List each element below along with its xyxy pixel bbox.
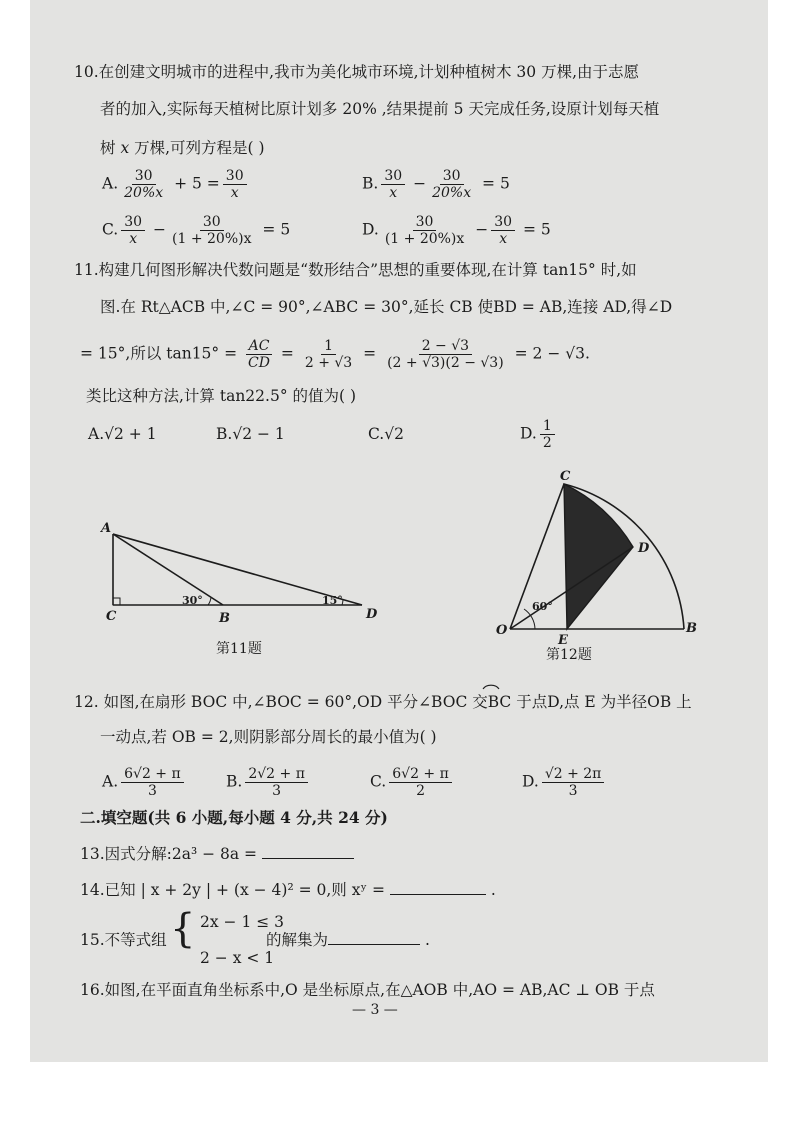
figure-12-sector — [460, 466, 710, 646]
q14-answer-blank[interactable] — [390, 894, 486, 895]
right-angle-mark — [113, 598, 120, 605]
angle-15-label: 15° — [322, 594, 343, 607]
q11-option-b[interactable]: B.√2 − 1 — [216, 425, 285, 443]
q10-line2: 者的加入,实际每天植树比原计划多 20% ,结果提前 5 天完成任务,设原计划每天植 — [100, 100, 660, 118]
arc-mark-bc — [480, 680, 502, 690]
point-c-label: C — [106, 609, 117, 624]
figure-11-caption: 第11题 — [216, 641, 262, 657]
q12-line2: 一动点,若 OB = 2,则阴影部分周长的最小值为( ) — [100, 728, 437, 746]
point-d-label: D — [638, 541, 650, 556]
angle-30-label: 30° — [182, 594, 203, 607]
q12-option-c[interactable]: C. $\frac{6√2 + \pi}{2}$ — [370, 766, 455, 799]
point-e-label: E — [558, 633, 568, 646]
q11-line2: 图.在 Rt△ACB 中,∠C = 90°,∠ABC = 30°,延长 CB 使BD = AB,连接 AD,得∠D — [100, 298, 673, 316]
figure-12-caption: 第12题 — [546, 647, 592, 663]
page-number: — 3 — — [352, 1002, 398, 1018]
q14: 14.已知 | x + 2y | + (x − 4)² = 0,则 xʸ = . — [80, 881, 496, 899]
point-b-label: B — [219, 611, 230, 626]
q10-line1: 10.在创建文明城市的进程中,我市为美化城市环境,计划种植树木 30 万棵,由于志愿 — [74, 63, 640, 81]
q10-option-b[interactable]: B. $\frac{30}{x}$ − $\frac{30}{20\%x}$ = 5 — [362, 168, 510, 201]
q15-row2: 2 − x < 1 — [200, 949, 275, 967]
q10-option-d[interactable]: D. $\frac{30}{(1 + 20\%)x}$ − $\frac{30}{x}$ = 5 — [362, 214, 551, 247]
angle-60-label: 60° — [532, 600, 553, 613]
point-a-label: A — [101, 521, 112, 536]
q15-suffix: 的解集为 . — [266, 931, 430, 949]
brace-symbol: { — [170, 906, 196, 952]
q13-answer-blank[interactable] — [262, 858, 354, 859]
q11-line3: = 15°,所以 tan15° = $\frac{AC}{CD}$ = $\frac{1}{2 + √3}$ = $\frac{2 - √3}{(2 + √3)(2 - √3)}$ = 2 − √3. — [80, 338, 590, 371]
q11-option-c[interactable]: C.√2 — [368, 425, 404, 443]
q12-option-b[interactable]: B. $\frac{2√2 + \pi}{3}$ — [226, 766, 311, 799]
section-2-heading: 二.填空题(共 6 小题,每小题 4 分,共 24 分) — [80, 808, 388, 827]
q15-answer-blank[interactable] — [328, 944, 420, 945]
q15-prefix: 15.不等式组 — [80, 931, 167, 949]
point-c-label: C — [560, 469, 571, 484]
point-o-label: O — [496, 623, 508, 638]
exam-page — [30, 0, 768, 1062]
point-d-label: D — [366, 607, 378, 622]
q13: 13.因式分解:2a³ − 8a = — [80, 844, 354, 864]
segment-ab — [113, 534, 223, 605]
q16-line1: 16.如图,在平面直角坐标系中,O 是坐标原点,在△AOB 中,AO = AB,AC ⊥ OB 于点 — [80, 981, 655, 999]
q15-row1: 2x − 1 ≤ 3 — [200, 913, 285, 931]
q11-line1: 11.构建几何图形解决代数问题是“数形结合”思想的重要体现,在计算 tan15° 时,如 — [74, 261, 637, 279]
q10-option-c[interactable]: C. $\frac{30}{x}$ − $\frac{30}{(1 + 20\%)x}$ = 5 — [102, 214, 291, 247]
q11-line4: 类比这种方法,计算 tan22.5° 的值为( ) — [86, 387, 357, 405]
q12-option-a[interactable]: A. $\frac{6√2 + \pi}{3}$ — [102, 766, 187, 799]
q11-option-a[interactable]: A.√2 + 1 — [88, 425, 157, 443]
q12-option-d[interactable]: D. $\frac{√2 + 2\pi}{3}$ — [522, 766, 607, 799]
q10-option-a[interactable]: A. $\frac{30}{20\%x}$ + 5 = $\frac{30}{x}$ — [102, 168, 250, 201]
q11-option-d[interactable]: D. $\frac{1}{2}$ — [520, 418, 558, 451]
q12-line1: 12. 如图,在扇形 BOC 中,∠BOC = 60°,OD 平分∠BOC 交BC 于点D,点 E 为半径OB 上 — [74, 693, 692, 711]
figure-11-triangle — [90, 516, 410, 626]
shaded-region — [564, 484, 633, 629]
point-b-label: B — [686, 621, 697, 636]
q10-line3: 树 x 万棵,可列方程是( ) — [100, 139, 265, 157]
